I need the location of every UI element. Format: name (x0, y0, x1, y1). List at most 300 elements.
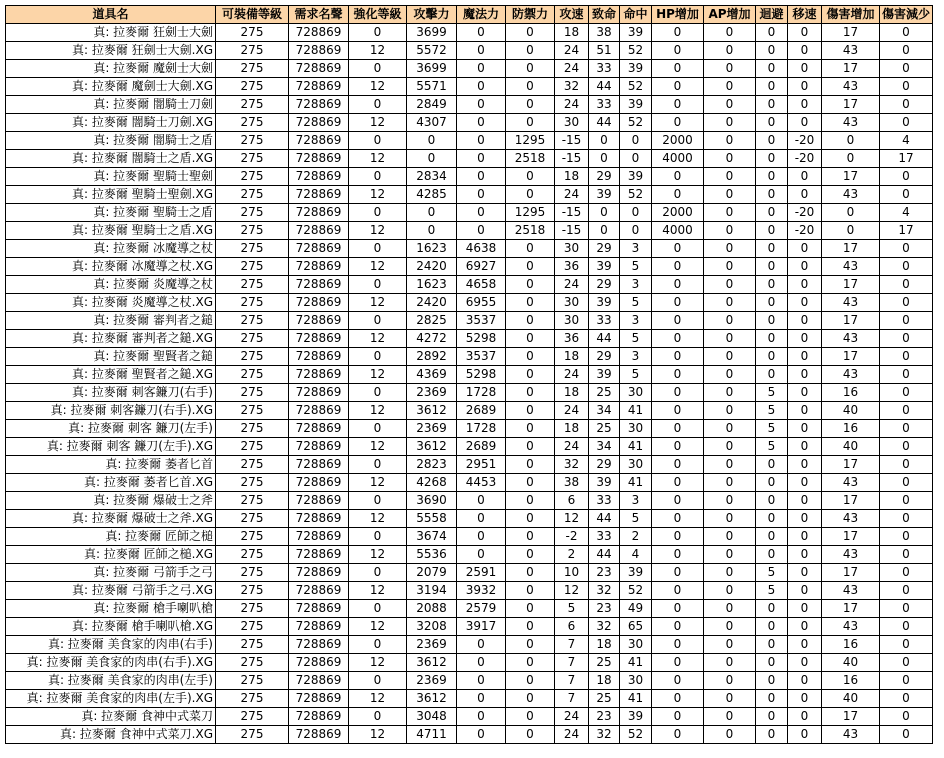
item-name-cell: 真: 拉麥爾 炎魔導之杖.XG (6, 294, 216, 312)
stat-cell: 43 (822, 330, 880, 348)
stat-cell: 2579 (457, 600, 506, 618)
stat-cell: 5 (756, 420, 788, 438)
stat-cell: 2000 (652, 132, 704, 150)
stat-cell: 0 (704, 690, 756, 708)
stat-cell: 44 (589, 510, 620, 528)
stat-cell: 10 (555, 564, 589, 582)
stat-cell: 0 (756, 330, 788, 348)
stat-cell: 0 (506, 186, 555, 204)
stat-cell: 12 (349, 474, 407, 492)
stat-cell: 52 (620, 186, 652, 204)
stat-cell: 0 (880, 618, 933, 636)
stat-cell: 0 (880, 672, 933, 690)
stat-cell: 6 (555, 492, 589, 510)
item-name-cell: 真: 拉麥爾 炎魔導之杖 (6, 276, 216, 294)
stat-cell: 0 (652, 474, 704, 492)
stat-cell: 275 (216, 168, 289, 186)
table-row (6, 114, 933, 132)
stat-cell: 3537 (457, 312, 506, 330)
stat-cell: 0 (756, 456, 788, 474)
stat-cell: 12 (349, 294, 407, 312)
stat-cell: 0 (704, 24, 756, 42)
stat-cell: 0 (506, 690, 555, 708)
stat-cell: 0 (880, 168, 933, 186)
table-row (6, 618, 933, 636)
stat-cell: 0 (457, 510, 506, 528)
stat-cell: 3932 (457, 582, 506, 600)
stat-cell: 0 (506, 294, 555, 312)
stat-cell: 0 (652, 672, 704, 690)
stat-cell: 0 (756, 294, 788, 312)
stat-cell: 0 (788, 492, 822, 510)
stat-cell: 3690 (407, 492, 457, 510)
stat-cell: 275 (216, 456, 289, 474)
stat-cell: 0 (704, 672, 756, 690)
stat-cell: 0 (652, 654, 704, 672)
stat-cell: 0 (704, 96, 756, 114)
stat-cell: 0 (704, 618, 756, 636)
stat-cell: 0 (756, 42, 788, 60)
stat-cell: 0 (457, 168, 506, 186)
stat-cell: 0 (788, 330, 822, 348)
stat-cell: 29 (589, 240, 620, 258)
stat-cell: 0 (506, 312, 555, 330)
stat-cell: -20 (788, 204, 822, 222)
stat-cell: 0 (704, 708, 756, 726)
stat-cell: 3048 (407, 708, 457, 726)
stat-cell: 0 (457, 672, 506, 690)
stat-cell: 12 (349, 582, 407, 600)
stat-cell: 3194 (407, 582, 457, 600)
stat-cell: 0 (756, 114, 788, 132)
stat-cell: 0 (506, 348, 555, 366)
stat-cell: 0 (880, 420, 933, 438)
stat-cell: 275 (216, 204, 289, 222)
item-name-cell: 真: 拉麥爾 食神中式菜刀 (6, 708, 216, 726)
stat-cell: 39 (620, 60, 652, 78)
stat-cell: 275 (216, 114, 289, 132)
stat-cell: 30 (555, 294, 589, 312)
stat-cell: 0 (756, 240, 788, 258)
stat-cell: 18 (589, 636, 620, 654)
stat-cell: 728869 (289, 546, 349, 564)
stat-cell: 0 (704, 132, 756, 150)
stat-cell: 16 (822, 384, 880, 402)
stat-cell: 728869 (289, 330, 349, 348)
stat-cell: -15 (555, 150, 589, 168)
stat-cell: 0 (652, 690, 704, 708)
stat-cell: 4307 (407, 114, 457, 132)
stat-cell: 12 (349, 618, 407, 636)
stat-cell: 4 (620, 546, 652, 564)
column-header: AP增加 (704, 6, 756, 24)
stat-cell: 728869 (289, 402, 349, 420)
stat-cell: 43 (822, 510, 880, 528)
stat-cell: 5298 (457, 366, 506, 384)
stat-cell: 7 (555, 672, 589, 690)
stat-cell: 0 (506, 618, 555, 636)
stat-cell: 34 (589, 438, 620, 456)
stat-cell: 24 (555, 186, 589, 204)
stat-cell: 0 (756, 618, 788, 636)
stat-cell: 728869 (289, 564, 349, 582)
stat-cell: 0 (506, 60, 555, 78)
stat-cell: 728869 (289, 294, 349, 312)
stat-cell: 3612 (407, 438, 457, 456)
stat-cell: 0 (704, 330, 756, 348)
stat-cell: 275 (216, 312, 289, 330)
stat-cell: 728869 (289, 204, 349, 222)
stat-cell: 0 (457, 60, 506, 78)
item-name-cell: 真: 拉麥爾 魔劍士大劍.XG (6, 78, 216, 96)
stat-cell: 29 (589, 456, 620, 474)
stat-cell: 5 (620, 510, 652, 528)
stat-cell: 40 (822, 654, 880, 672)
stat-cell: 0 (589, 150, 620, 168)
stat-cell: 728869 (289, 636, 349, 654)
stat-cell: 0 (704, 42, 756, 60)
stat-cell: 12 (349, 726, 407, 744)
stat-cell: 0 (652, 456, 704, 474)
stat-cell: 0 (652, 708, 704, 726)
table-row (6, 96, 933, 114)
stat-cell: 41 (620, 402, 652, 420)
stat-cell: 0 (506, 420, 555, 438)
stat-cell: 0 (589, 132, 620, 150)
stat-cell: 17 (822, 240, 880, 258)
stat-cell: 275 (216, 546, 289, 564)
column-header: 強化等級 (349, 6, 407, 24)
stat-cell: 43 (822, 186, 880, 204)
stat-cell: 17 (822, 456, 880, 474)
stat-cell: 0 (506, 96, 555, 114)
stat-cell: 0 (349, 636, 407, 654)
stat-cell: 0 (506, 42, 555, 60)
stat-cell: 24 (555, 96, 589, 114)
stat-cell: 52 (620, 582, 652, 600)
stat-cell: 0 (880, 600, 933, 618)
stat-cell: 0 (756, 546, 788, 564)
stat-cell: 0 (457, 42, 506, 60)
stat-cell: 5 (620, 330, 652, 348)
stat-cell: 275 (216, 474, 289, 492)
stat-cell: 0 (457, 204, 506, 222)
stat-cell: 3 (620, 312, 652, 330)
stat-cell: 17 (822, 60, 880, 78)
stat-cell: 0 (788, 366, 822, 384)
stat-cell: 0 (349, 348, 407, 366)
stat-cell: 5 (756, 564, 788, 582)
stat-cell: 0 (704, 492, 756, 510)
stat-cell: 0 (756, 60, 788, 78)
stat-cell: 4000 (652, 222, 704, 240)
stat-cell: 32 (555, 78, 589, 96)
stat-cell: 24 (555, 726, 589, 744)
stat-cell: 0 (349, 564, 407, 582)
stat-cell: 5 (756, 438, 788, 456)
stat-cell: 24 (555, 60, 589, 78)
stat-cell: 728869 (289, 366, 349, 384)
stat-cell: 7 (555, 654, 589, 672)
item-name-cell: 真: 拉麥爾 聖騎士之盾 (6, 204, 216, 222)
stat-cell: 29 (589, 276, 620, 294)
stat-cell: 43 (822, 294, 880, 312)
stat-cell: 0 (880, 78, 933, 96)
column-header: 傷害減少 (880, 6, 933, 24)
table-row (6, 348, 933, 366)
stat-cell: 0 (756, 636, 788, 654)
stat-cell: 38 (555, 474, 589, 492)
stat-cell: 4638 (457, 240, 506, 258)
stat-cell: 275 (216, 636, 289, 654)
stat-cell: 43 (822, 366, 880, 384)
stat-cell: 0 (652, 546, 704, 564)
table-row (6, 384, 933, 402)
stat-cell: 33 (589, 312, 620, 330)
stat-cell: 0 (788, 384, 822, 402)
stat-cell: 36 (555, 258, 589, 276)
stat-cell: 3917 (457, 618, 506, 636)
stat-cell: 5571 (407, 78, 457, 96)
stat-cell: 39 (620, 168, 652, 186)
stat-cell: 0 (506, 582, 555, 600)
stat-cell: 0 (880, 690, 933, 708)
stat-cell: 728869 (289, 474, 349, 492)
stat-cell: 0 (880, 654, 933, 672)
stat-cell: 39 (589, 474, 620, 492)
stat-cell: 7 (555, 636, 589, 654)
stat-cell: 51 (589, 42, 620, 60)
stat-cell: 0 (756, 708, 788, 726)
stat-cell: 5 (756, 384, 788, 402)
stat-cell: 5 (756, 582, 788, 600)
stat-cell: 0 (880, 240, 933, 258)
stat-cell: 0 (822, 204, 880, 222)
stat-cell: 43 (822, 582, 880, 600)
stat-cell: 2518 (506, 222, 555, 240)
stat-cell: 0 (756, 258, 788, 276)
stat-cell: 728869 (289, 276, 349, 294)
stat-cell: 728869 (289, 60, 349, 78)
column-header: 攻速 (555, 6, 589, 24)
table-row (6, 474, 933, 492)
stat-cell: 1295 (506, 132, 555, 150)
stat-cell: 0 (704, 204, 756, 222)
stat-cell: 2079 (407, 564, 457, 582)
stat-cell: 0 (788, 474, 822, 492)
stat-cell: 275 (216, 150, 289, 168)
stat-cell: 0 (822, 150, 880, 168)
column-header: 移速 (788, 6, 822, 24)
table-row (6, 312, 933, 330)
stat-cell: 0 (788, 402, 822, 420)
stat-cell: 2591 (457, 564, 506, 582)
stat-cell: 0 (506, 564, 555, 582)
stat-cell: 728869 (289, 96, 349, 114)
stat-cell: 12 (349, 258, 407, 276)
item-name-cell: 真: 拉麥爾 聖賢者之鎚.XG (6, 366, 216, 384)
stat-cell: 0 (506, 402, 555, 420)
stat-cell: 0 (349, 276, 407, 294)
stat-cell: 0 (704, 186, 756, 204)
stat-cell: 275 (216, 78, 289, 96)
stat-cell: 32 (555, 456, 589, 474)
stat-cell: 275 (216, 240, 289, 258)
stat-cell: 30 (620, 384, 652, 402)
stat-cell: 0 (407, 204, 457, 222)
stat-cell: 275 (216, 690, 289, 708)
item-name-cell: 真: 拉麥爾 爆破士之斧 (6, 492, 216, 510)
item-name-cell: 真: 拉麥爾 匠師之槌 (6, 528, 216, 546)
stat-cell: 33 (589, 492, 620, 510)
stat-cell: 4272 (407, 330, 457, 348)
table-row (6, 24, 933, 42)
stat-cell: 0 (704, 654, 756, 672)
table-row (6, 510, 933, 528)
stat-cell: 29 (589, 168, 620, 186)
stat-cell: 0 (407, 132, 457, 150)
stat-cell: 17 (880, 150, 933, 168)
stat-cell: 39 (620, 708, 652, 726)
stat-cell: 728869 (289, 186, 349, 204)
stat-cell: 0 (407, 150, 457, 168)
stat-cell: 17 (822, 492, 880, 510)
item-name-cell: 真: 拉麥爾 食神中式菜刀.XG (6, 726, 216, 744)
stat-cell: 40 (822, 690, 880, 708)
stat-cell: 275 (216, 348, 289, 366)
stat-cell: 52 (620, 726, 652, 744)
stat-cell: 5 (555, 600, 589, 618)
stat-cell: 0 (457, 708, 506, 726)
stat-cell: 52 (620, 42, 652, 60)
stat-cell: 728869 (289, 420, 349, 438)
stat-cell: 3699 (407, 24, 457, 42)
stat-cell: 30 (620, 420, 652, 438)
stat-cell: 23 (589, 600, 620, 618)
stat-cell: 2420 (407, 258, 457, 276)
stat-cell: 0 (704, 564, 756, 582)
stat-cell: 1728 (457, 420, 506, 438)
table-row (6, 528, 933, 546)
stat-cell: 0 (756, 312, 788, 330)
stat-cell: 12 (349, 222, 407, 240)
stat-cell: 32 (589, 726, 620, 744)
stat-cell: 16 (822, 420, 880, 438)
item-name-cell: 真: 拉麥爾 聖騎士聖劍 (6, 168, 216, 186)
stat-cell: 275 (216, 564, 289, 582)
stat-cell: 0 (506, 654, 555, 672)
table-row (6, 438, 933, 456)
stat-cell: 39 (589, 294, 620, 312)
stat-cell: 0 (756, 672, 788, 690)
stat-cell: 2689 (457, 438, 506, 456)
stat-cell: 0 (880, 636, 933, 654)
stat-cell: 275 (216, 438, 289, 456)
stat-cell: 0 (349, 708, 407, 726)
stat-cell: 0 (506, 492, 555, 510)
stat-cell: 0 (704, 78, 756, 96)
stat-cell: 0 (652, 276, 704, 294)
stat-cell: 0 (506, 258, 555, 276)
stat-cell: 0 (704, 510, 756, 528)
stat-cell: 0 (788, 168, 822, 186)
stat-cell: 12 (349, 150, 407, 168)
stat-cell: 0 (506, 708, 555, 726)
stat-cell: 0 (880, 492, 933, 510)
stat-cell: 0 (349, 384, 407, 402)
item-name-cell: 真: 拉麥爾 萎者匕首.XG (6, 474, 216, 492)
stat-cell: 0 (652, 312, 704, 330)
column-header: 可裝備等級 (216, 6, 289, 24)
stat-cell: 39 (589, 366, 620, 384)
table-row (6, 402, 933, 420)
stat-cell: 5 (756, 402, 788, 420)
stat-cell: 0 (652, 366, 704, 384)
stat-cell: 29 (589, 348, 620, 366)
stat-cell: 2369 (407, 672, 457, 690)
stat-cell: 0 (506, 114, 555, 132)
stat-cell: 12 (349, 546, 407, 564)
stat-cell: 275 (216, 24, 289, 42)
stat-cell: 275 (216, 294, 289, 312)
stat-cell: 12 (349, 330, 407, 348)
stat-cell: 0 (880, 708, 933, 726)
stat-cell: 17 (822, 24, 880, 42)
stat-cell: 3612 (407, 402, 457, 420)
column-header: 魔法力 (457, 6, 506, 24)
stat-cell: 2823 (407, 456, 457, 474)
stat-cell: 17 (822, 708, 880, 726)
stat-cell: 2951 (457, 456, 506, 474)
stat-cell: 24 (555, 708, 589, 726)
stat-cell: 0 (880, 330, 933, 348)
stat-cell: 18 (555, 168, 589, 186)
stat-cell: 4 (880, 204, 933, 222)
stat-cell: 0 (457, 132, 506, 150)
stat-cell: 0 (880, 186, 933, 204)
stat-cell: 0 (880, 96, 933, 114)
stat-cell: 0 (589, 204, 620, 222)
stat-cell: 0 (788, 96, 822, 114)
stat-cell: 0 (506, 636, 555, 654)
stat-cell: 17 (822, 96, 880, 114)
stat-cell: 17 (880, 222, 933, 240)
stat-cell: 30 (555, 240, 589, 258)
stat-cell: 0 (756, 474, 788, 492)
stat-cell: 0 (822, 222, 880, 240)
stat-cell: 0 (652, 60, 704, 78)
stat-cell: 0 (756, 276, 788, 294)
stat-cell: 275 (216, 222, 289, 240)
item-name-cell: 真: 拉麥爾 刺客 鐮刀(左手).XG (6, 438, 216, 456)
stat-cell: 0 (704, 114, 756, 132)
stat-cell: -20 (788, 150, 822, 168)
stat-cell: 0 (652, 186, 704, 204)
stat-cell: 0 (506, 78, 555, 96)
stat-cell: 0 (756, 24, 788, 42)
stat-cell: 0 (704, 438, 756, 456)
stat-cell: 4658 (457, 276, 506, 294)
stat-cell: 44 (589, 546, 620, 564)
item-name-cell: 真: 拉麥爾 闇騎士之盾.XG (6, 150, 216, 168)
stat-cell: 0 (880, 294, 933, 312)
item-name-cell: 真: 拉麥爾 闇騎士刀劍 (6, 96, 216, 114)
stat-cell: 275 (216, 366, 289, 384)
stat-cell: 44 (589, 114, 620, 132)
stat-cell: 12 (349, 654, 407, 672)
stat-cell: 0 (880, 582, 933, 600)
stat-cell: 2088 (407, 600, 457, 618)
